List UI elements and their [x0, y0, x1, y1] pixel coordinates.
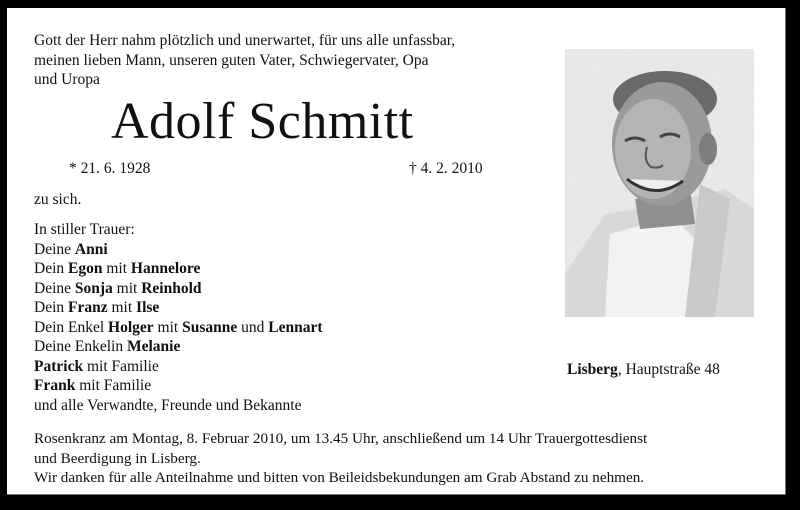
- portrait-image: [565, 49, 754, 317]
- address-town: Lisberg: [567, 361, 618, 378]
- intro-line: meinen lieben Mann, unseren guten Vater, Schwiegervater, Opa: [34, 51, 429, 69]
- mourner-line: [34, 376, 323, 396]
- mourner-line: [34, 396, 323, 416]
- address-street: , Hauptstraße 48: [617, 361, 720, 378]
- service-info: [34, 429, 647, 488]
- intro-text: [34, 31, 455, 90]
- mourner-text: Deine: [34, 240, 75, 258]
- mourner-name: Melanie: [126, 338, 181, 355]
- mourner-text: Deine: [34, 279, 75, 297]
- death-date: † 4. 2. 2010: [409, 160, 483, 177]
- mourners-heading: In stiller Trauer:: [34, 221, 135, 238]
- intro-line: und Uropa: [34, 71, 100, 88]
- mourners-list: [34, 220, 323, 415]
- mourner-line: [34, 279, 323, 299]
- mourner-name: Holger: [108, 318, 154, 336]
- mourner-text: Dein: [34, 299, 69, 316]
- mourner-name: Frank: [34, 377, 76, 394]
- mourner-line: [34, 318, 323, 338]
- mourner-line: [34, 240, 323, 260]
- mourner-text: Deine Enkelin: [34, 338, 127, 355]
- mourner-name: Susanne: [182, 318, 238, 336]
- mourner-name: Lennart: [268, 318, 323, 336]
- mourner-name: Egon: [68, 260, 103, 277]
- mourner-name: Franz: [68, 299, 108, 316]
- mourner-line: [34, 337, 323, 357]
- birth-date: * 21. 6. 1928: [69, 160, 151, 177]
- mourner-text: mit: [102, 260, 131, 277]
- address: [567, 360, 720, 380]
- mourner-text: und: [237, 318, 269, 336]
- footer-line: Wir danken für alle Anteilnahme und bitten von Beileidsbekundungen am Grab Abstand zu nehmen.: [34, 469, 645, 486]
- mourner-name: Hannelore: [130, 260, 201, 277]
- mourner-name: Sonja: [74, 279, 113, 297]
- mourner-text: und alle Verwandte, Freunde und Bekannte: [34, 396, 302, 414]
- zu-sich-text: zu sich.: [34, 191, 82, 208]
- mourner-line: [34, 357, 323, 377]
- mourner-text: Dein: [34, 260, 69, 277]
- mourner-text: mit Familie: [75, 377, 152, 394]
- portrait-photo: [565, 49, 754, 317]
- mourner-text: mit: [153, 318, 183, 336]
- mourner-line: [34, 259, 323, 279]
- footer-line: und Beerdigung in Lisberg.: [34, 449, 201, 467]
- obituary-card: [7, 8, 786, 495]
- mourner-name: Ilse: [136, 299, 160, 316]
- mourner-text: mit: [107, 299, 137, 316]
- mourner-text: mit Familie: [83, 357, 159, 375]
- intro-line: Gott der Herr nahm plötzlich und unerwartet, für uns alle unfassbar,: [34, 32, 456, 49]
- mourner-name: Anni: [74, 240, 108, 258]
- mourner-text: mit: [112, 279, 142, 297]
- footer-line: Rosenkranz am Montag, 8. Februar 2010, um 13.45 Uhr, anschließend um 14 Uhr Trauergottesdienst: [34, 430, 648, 447]
- mourner-name: Reinhold: [141, 279, 202, 297]
- mourner-line: [34, 298, 323, 318]
- deceased-name: Adolf Schmitt: [111, 93, 414, 150]
- mourner-text: Dein Enkel: [34, 318, 109, 336]
- mourner-name: Patrick: [34, 357, 84, 375]
